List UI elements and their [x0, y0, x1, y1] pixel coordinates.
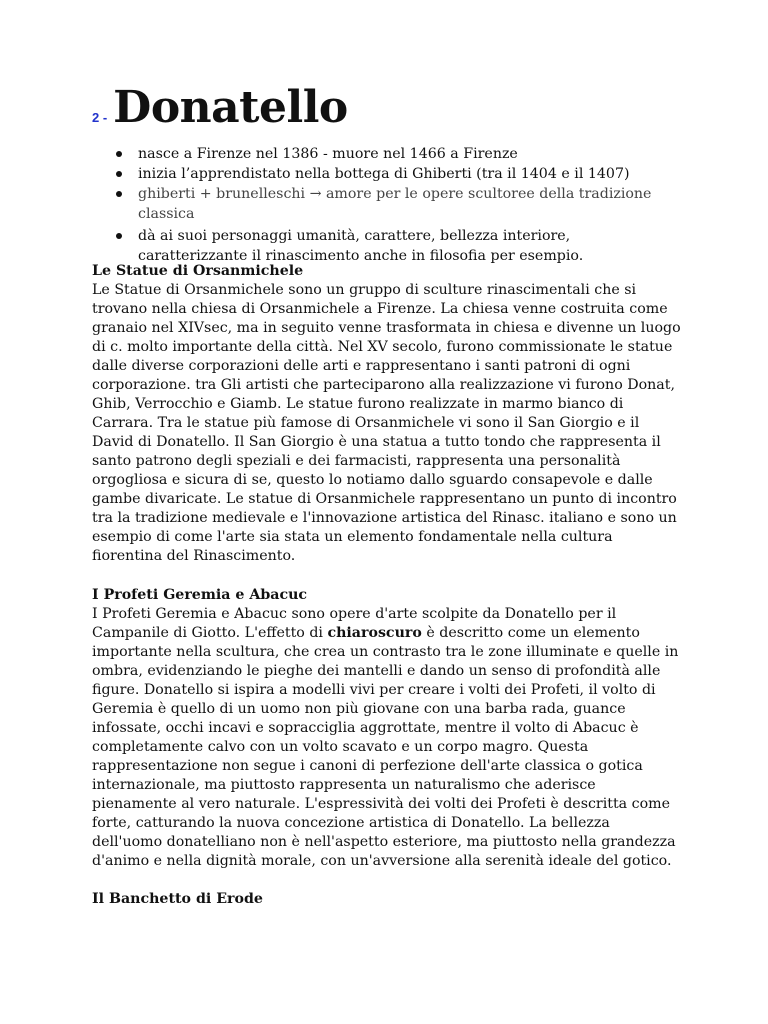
page-title: Donatello: [113, 82, 348, 133]
bullet-icon: [116, 151, 122, 157]
list-item-text: inizia l’apprendistato nella bottega di Ghiberti (tra il 1404 e il 1407): [138, 166, 630, 182]
keyword-chiaroscuro: chiaroscuro: [327, 625, 422, 641]
bullet-icon: [116, 191, 122, 197]
section-banchetto: [92, 890, 682, 909]
section-heading: I Profeti Geremia e Abacuc: [92, 587, 308, 603]
bullet-icon: [116, 171, 122, 177]
section-profeti: [92, 586, 682, 871]
paragraph-text: è descritto come un elemento importante nella scultura, che crea un contrasto tra le zone illuminate e quelle in ombra, evidenziando le pieghe dei mantelli e dando un senso di profondità alle figure. Donatello si ispira a modelli vivi per creare i volti dei Profeti, il volto di Geremia è quello di un uomo non più giovane con una barba rada, guance infossate, occhi incavi e sopracciglia aggrottate, mentre il volto di Abacuc è completamente calvo con un volto scavato e un corpo magro. Questa rappresentazione non segue i canoni di perfezione dell'arte classica o gotica internazionale, ma piuttosto rappresenta un naturalismo che aderisce pienamente al vero naturale. L'espressività dei volti dei Profeti è descritta come forte, catturando la nuova concezione artistica di Donatello. La bellezza dell'uomo donatelliano non è nell'aspetto esteriore, ma piuttosto nella grandezza d'animo e nella dignità morale, con un'avversione alla serenità ideale del gotico.: [92, 625, 679, 869]
list-item: [116, 226, 676, 266]
paragraph-text: I Profeti Geremia e Abacuc sono opere d'arte scolpite da Donatello per il Campanile di Giotto. L'effetto di: [92, 606, 617, 641]
title-number-link[interactable]: 2 -: [92, 110, 108, 125]
list-item: [116, 144, 676, 164]
list-item-text: dà ai suoi personaggi umanità, carattere, bellezza interiore, caratterizzante il rinascimento anche in filosofia per esempio.: [138, 228, 584, 264]
section-paragraph: [92, 605, 682, 871]
section-paragraph: Le Statue di Orsanmichele sono un gruppo di sculture rinascimentali che si trovano nella chiesa di Orsanmichele a Firenze. La chiesa venne costruita come granaio nel XIVsec, ma in seguito venne trasformata in chiesa e divenne un luogo di c. molto importante della città. Nel XV secolo, furono commissionate le statue dalle diverse corporazioni delle arti e rappresentano i santi patroni di ogni corporazione. tra Gli artisti che parteciparono alla realizzazione vi furono Donat, Ghib, Verrocchio e Giamb. Le statue furono realizzate in marmo bianco di Carrara. Tra le statue più famose di Orsanmichele vi sono il San Giorgio e il David di Donatello. Il San Giorgio è una statua a tutto tondo che rappresenta il santo patrono degli speziali e dei farmacisti, rappresenta una personalità orgogliosa e sicura di se, questo lo notiamo dallo sguardo consapevole e dalle gambe divaricate. Le statue di Orsanmichele rappresentano un punto di incontro tra la tradizione medievale e l'innovazione artistica del Rinasc. italiano e sono un esempio di come l'arte sia stata un elemento fondamentale nella cultura fiorentina del Rinascimento.: [92, 282, 681, 564]
section-orsanmichele: [92, 262, 682, 566]
title-row: [92, 82, 348, 133]
list-item-text: nasce a Firenze nel 1386 - muore nel 1466 a Firenze: [138, 146, 518, 162]
bullet-icon: [116, 233, 122, 239]
section-heading: Il Banchetto di Erode: [92, 891, 263, 907]
section-heading: Le Statue di Orsanmichele: [92, 263, 304, 279]
bullet-list: [116, 144, 676, 266]
list-item: [116, 184, 676, 224]
list-item-text: ghiberti + brunelleschi → amore per le opere scultoree della tradizione classica: [138, 186, 652, 222]
list-item: [116, 164, 676, 184]
